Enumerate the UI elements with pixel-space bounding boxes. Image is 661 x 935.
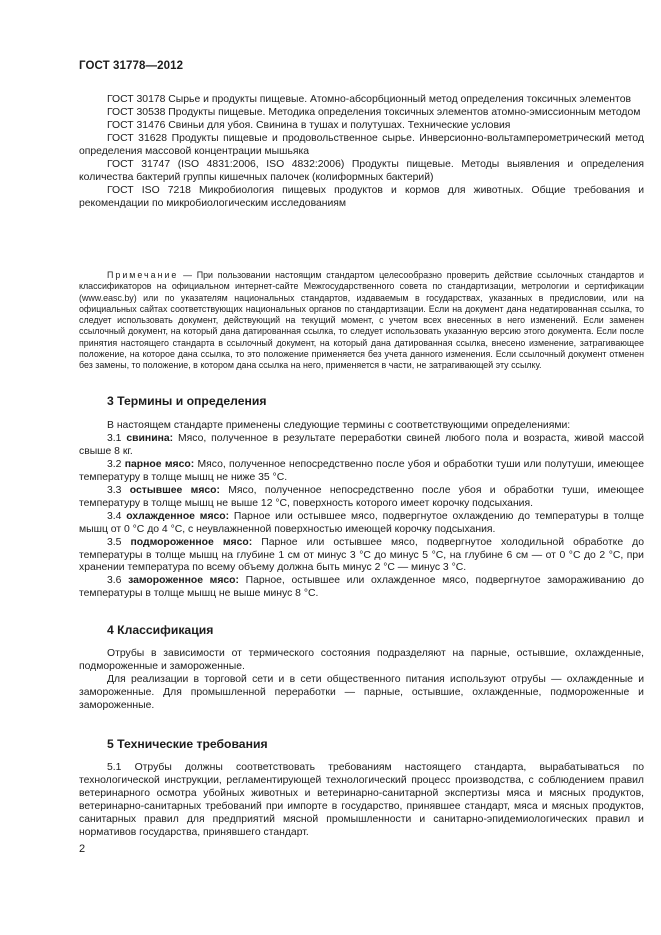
term-definition: 3.1 свинина: Мясо, полученное в результате переработки свиней любого пола и возраста, живой массой свыше 8 кг. <box>79 432 644 457</box>
paragraph: 5.1 Отрубы должны соответствовать требованиям настоящего стандарта, вырабатываться по технологической инструкции, регламентирующей технологический процесс производства, с соблюдением правил ветеринарного осмотра убойных животных и ветеринарно-санитарной экспертизы мяса и мясных продуктов, ветеринарно-санитарных требований при импорте в государство, принявшее стандарт, мяса и мясных продуктов, санитарных правил для предприятий мясной промышленности и санитарно-эпидемиологических правил и нормативов государства, принявшего стандарт. <box>79 762 644 838</box>
term-name: свинина: <box>126 432 174 444</box>
section-5-heading: 5 Технические требования <box>107 737 268 751</box>
term-definition: 3.3 остывшее мясо: Мясо, полученное непосредственно после убоя и обработки туши, имеющее температуру в толще мышц не выше 12 °С, поверхность которого имеет корочку подсыхания. <box>79 484 644 509</box>
note-label: Примечание <box>107 270 179 280</box>
term-name: подмороженное мясо: <box>130 536 253 548</box>
term-name: замороженное мясо: <box>128 575 239 587</box>
reference-item: ГОСТ 30538 Продукты пищевые. Методика определения токсичных элементов атомно-эмиссионным методом <box>107 106 641 118</box>
reference-item: ГОСТ 31628 Продукты пищевые и продовольственное сырье. Инверсионно-вольтамперометрический метод определения массовой концентрации мышьяка <box>79 132 644 157</box>
term-name: остывшее мясо: <box>129 484 220 496</box>
term-definition: 3.6 замороженное мясо: Парное, остывшее или охлажденное мясо, подвергнутое замораживанию до температуры в толще мышц не выше минус 8 °С. <box>79 575 644 600</box>
section-4-heading: 4 Классификация <box>107 623 214 637</box>
section-3-body <box>79 420 644 601</box>
term-name: охлажденное мясо: <box>126 510 230 522</box>
term-definition: 3.2 парное мясо: Мясо, полученное непосредственно после убоя и обработки туши или полутуши, имеющее температуру в толще мышц не ниже 35 °С. <box>79 458 644 483</box>
paragraph: Для реализации в торговой сети и в сети общественного питания используют отрубы — охлажденные и замороженные. Для промышленной переработки — парные, остывшие, охлажденные, подмороженные и замороженные. <box>79 673 644 711</box>
term-definition: 3.4 охлажденное мясо: Парное или остывшее мясо, подвергнутое охлаждению до температуры в толще мышц от 0 °С до 4 °С, с неувлажненной поверхностью имеющей корочку подсыхания. <box>79 510 644 535</box>
reference-item: ГОСТ 31476 Свиньи для убоя. Свинина в тушах и полутушах. Технические условия <box>107 119 511 131</box>
reference-item: ГОСТ 31747 (ISO 4831:2006, ISO 4832:2006) Продукты пищевые. Методы выявления и определения количества бактерий группы кишечных палочек (колиформных бактерий) <box>79 158 644 183</box>
note-paragraph <box>79 270 644 372</box>
paragraph: Отрубы в зависимости от термического состояния подразделяют на парные, остывшие, охлажденные, подмороженные и замороженные. <box>79 648 644 672</box>
normative-references <box>79 94 644 211</box>
note-text: — При пользовании настоящим стандартом целесообразно проверить действие ссылочных стандартов и классификаторов на официальном интернет-сайте Межгосударственного совета по стандартизации, метрологии и сертификации (www.easc.by) или по указателям национальных стандартов, издаваемым в государствах, указанных в предисловии, или на официальных сайтах соответствующих национальных органов по стандартизации. Если на документ дана недатированная ссылка, то следует использовать документ, действующий на текущий момент, с учетом всех внесенных в него изменений. Если заменен ссылочный документ, на который дана датированная ссылка, то следует использовать указанную версию этого документа. Если после принятия настоящего стандарта в ссылочный документ, на который дана датированная ссылка, внесено изменение, затрагивающее положение, на которое дана ссылка, то это положение применяется без учета данного изменения. Если ссылочный документ отменен без замены, то положение, в котором дана ссылка на него, применяется в части, не затрагивающей эту ссылку. <box>79 270 644 371</box>
reference-item: ГОСТ ISO 7218 Микробиология пищевых продуктов и кормов для животных. Общие требования и рекомендации по микробиологическим исследованиям <box>79 184 644 209</box>
section-5-body <box>79 762 644 840</box>
page-number: 2 <box>79 843 86 855</box>
section-4-body <box>79 648 644 713</box>
reference-item: ГОСТ 30178 Сырье и продукты пищевые. Атомно-абсорбционный метод определения токсичных элементов <box>107 94 631 105</box>
document-header: ГОСТ 31778—2012 <box>79 60 184 72</box>
term-definition: 3.5 подмороженное мясо: Парное или остывшее мясо, подвергнутое холодильной обработке до температуры в толще мышц на глубине 1 см от минус 3 °С до минус 5 °С, на глубине 6 см — от 0 °С до 2 °С, при хранении температура по всему объему должна быть минус 2 °С — минус 3 °С. <box>79 536 644 574</box>
section-3-intro: В настоящем стандарте применены следующие термины с соответствующими определениями: <box>107 420 571 431</box>
section-3-heading: 3 Термины и определения <box>107 394 267 408</box>
term-name: парное мясо: <box>124 458 195 470</box>
